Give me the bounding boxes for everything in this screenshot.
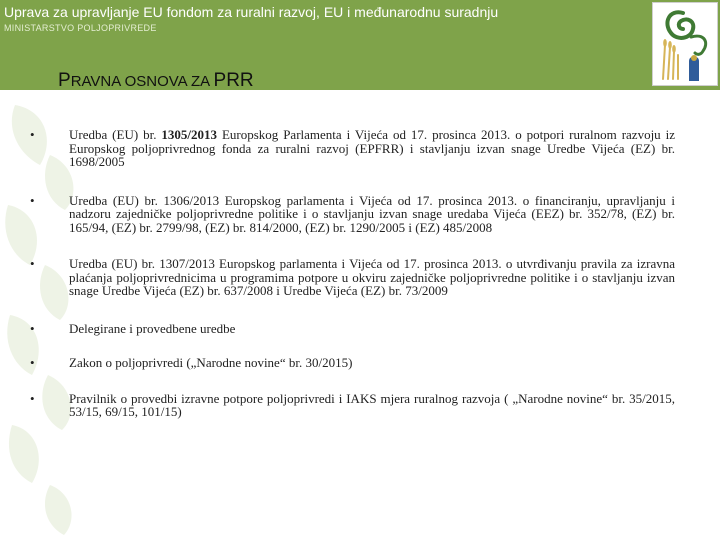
list-item-text: Uredba (EU) br. bbox=[69, 127, 162, 142]
list-item-text: Uredba (EU) br. 1306/2013 Europskog parlamenta i Vijeća od 17. prosinca 2013. o financiranju, upravljanju i nadzoru zajedničke poljoprivredne politike i o stavljanju izvan snage uredaba Vijeća (EEZ) br. 352/78, (EZ) br. 165/94, (EZ) br. 2799/98, (EZ) br. 814/2000, (EZ) br. 1290/2005 i (EZ) 485/2008 bbox=[69, 192, 675, 235]
list-item-text: Uredba (EU) br. 1307/2013 Europskog parlamenta i Vijeća od 17. prosinca 2013. o utvrđivanju pravila za izravna plaćanja poljoprivrednicima u programima potpore u okviru zajedničke poljoprivredne politike i o stavljanju izvan snage Uredbe Vijeća (EZ) br. 637/2008 i Uredbe Vijeća (EZ) br. 73/2009 bbox=[69, 256, 675, 298]
list-item bbox=[30, 194, 675, 235]
slide-title bbox=[58, 70, 254, 92]
slide-title-middle: RAVNA OSNOVA ZA bbox=[70, 73, 214, 90]
bullet-icon: • bbox=[30, 192, 35, 208]
list-item-text: Delegirane i provedbene uredbe bbox=[69, 320, 236, 336]
header-subtitle: MINISTARSTVO POLJOPRIVREDE bbox=[4, 23, 157, 33]
list-item-text: Pravilnik o provedbi izravne potpore poljoprivredi i IAKS mjera ruralnog razvoja ( „Narodne novine“ br. 35/2015, 53/15, 69/15, 101/15) bbox=[69, 390, 675, 419]
list-item bbox=[30, 322, 675, 336]
bullet-icon: • bbox=[30, 355, 35, 370]
ministry-logo bbox=[652, 2, 718, 86]
list-item-text: Europskog Parlamenta i Vijeća od 17. prosinca 2013. o potpori ruralnom razvoju iz Europskog poljoprivrednog fonda za ruralni razvoj (EPFRR) i stavljanju izvan snage Uredbe Vijeća (EZ) br. 1698/2005 bbox=[69, 127, 675, 169]
header-title: Uprava za upravljanje EU fondom za ruralni razvoj, EU i međunarodnu suradnju bbox=[4, 4, 499, 20]
list-item-bold: 1305/2013 bbox=[161, 127, 218, 142]
list-item-text: Zakon o poljoprivredi („Narodne novine“ br. 30/2015) bbox=[69, 355, 353, 370]
bullet-icon: • bbox=[30, 390, 35, 406]
ministry-logo-icon bbox=[653, 3, 717, 85]
bullet-icon: • bbox=[30, 256, 35, 271]
bullet-icon: • bbox=[30, 320, 35, 336]
legal-basis-list bbox=[30, 128, 675, 419]
bullet-icon: • bbox=[30, 127, 35, 142]
list-item bbox=[30, 257, 675, 298]
list-item bbox=[30, 392, 675, 419]
list-item bbox=[30, 356, 675, 370]
slide-title-last: PRR bbox=[213, 70, 254, 91]
list-item bbox=[30, 128, 675, 169]
slide-title-first: P bbox=[58, 70, 71, 91]
